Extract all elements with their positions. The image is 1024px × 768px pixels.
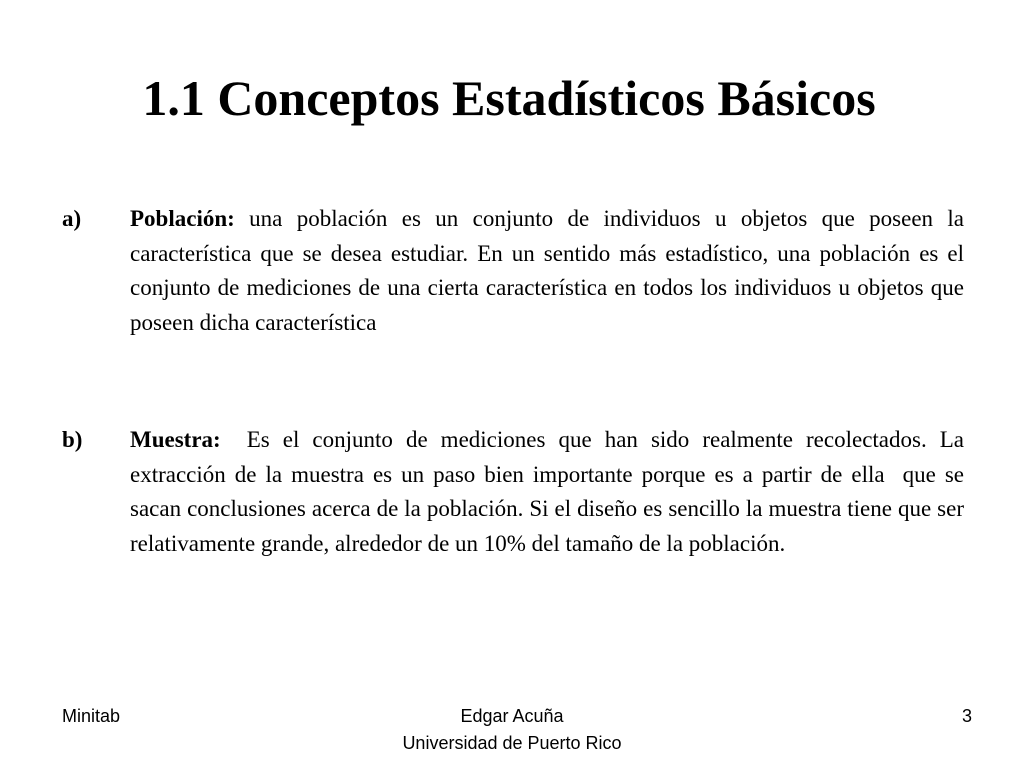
footer-institution: Universidad de Puerto Rico	[402, 733, 622, 753]
bullet-text	[130, 202, 970, 340]
definition-text: Es el conjunto de mediciones que han sido realmente recolectados. La extracción de la muestra es un paso bien importante porque es a partir de ella que se sacan conclusiones acerca de la población. Si el diseño es sencillo la muestra tiene que ser relativamente grande, alrededor de un 10% del tamaño de la población.	[130, 427, 970, 556]
bullet-text	[130, 423, 970, 561]
term-label: Población:	[130, 206, 235, 231]
page-number: 3	[961, 706, 972, 726]
footer-author-name: Edgar Acuña	[460, 706, 564, 726]
definition-text: una población es un conjunto de individuos u objetos que poseen la característica que se desea estudiar. En un sentido más estadístico, una población es el conjunto de mediciones de una cierta característica en todos los individuos u objetos que poseen dicha característica	[130, 206, 970, 335]
footer-left-label: Minitab	[62, 706, 121, 726]
bullet-marker: a)	[62, 206, 82, 231]
footer-author	[362, 703, 662, 757]
bullet-item-poblacion	[62, 202, 970, 340]
slide-title: 1.1 Conceptos Estadísticos Básicos	[142, 70, 876, 126]
bullet-marker: b)	[62, 427, 83, 452]
term-label: Muestra:	[130, 427, 221, 452]
bullet-item-muestra	[62, 423, 970, 561]
